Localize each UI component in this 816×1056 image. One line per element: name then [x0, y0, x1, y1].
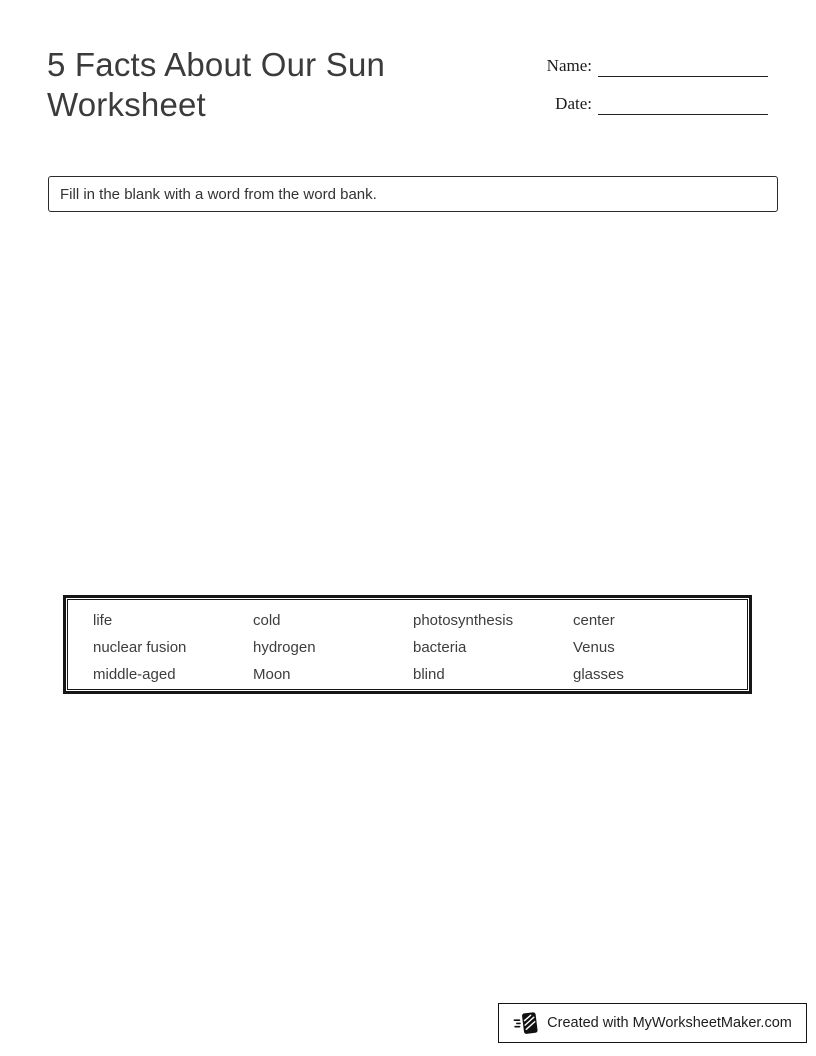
word-bank-word: cold	[253, 612, 281, 629]
word-bank-word: Venus	[573, 639, 615, 656]
page-title: 5 Facts About Our Sun Worksheet	[47, 46, 386, 123]
credit-badge	[498, 1003, 807, 1043]
word-bank-word: life	[93, 612, 113, 629]
word-bank-word: center	[573, 612, 615, 629]
word-bank-word: glasses	[573, 666, 624, 683]
word-bank-word: photosynthesis	[413, 612, 514, 629]
instruction-text: Fill in the blank with a word from the word bank.	[60, 185, 377, 203]
word-bank	[63, 595, 752, 694]
name-blank-line	[598, 76, 768, 77]
word-bank-word: Moon	[253, 666, 291, 683]
date-label: Date:	[555, 94, 592, 113]
word-bank-grid	[67, 599, 748, 690]
word-bank-word: nuclear fusion	[93, 639, 187, 656]
name-field-row	[540, 50, 768, 77]
worksheet-maker-logo-icon	[513, 1010, 539, 1036]
date-field-row	[540, 88, 768, 115]
instruction-box	[48, 176, 778, 212]
word-bank-word: hydrogen	[253, 639, 316, 656]
date-blank-line	[598, 114, 768, 115]
header-fields	[540, 50, 768, 115]
credit-text: Created with MyWorksheetMaker.com	[547, 1015, 792, 1031]
word-bank-word: blind	[413, 666, 445, 683]
word-bank-word: middle-aged	[93, 666, 176, 683]
word-bank-word: bacteria	[413, 639, 467, 656]
name-label: Name:	[546, 56, 592, 75]
